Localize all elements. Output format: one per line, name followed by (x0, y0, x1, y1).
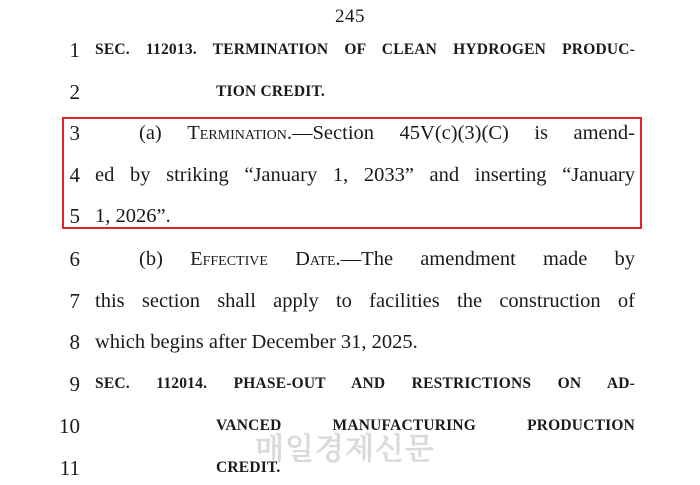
paragraph-text (95, 244, 635, 274)
section-heading-continued: VANCED MANUFACTURING PRODUCTION (216, 417, 635, 434)
paragraph-text: 1, 2026”. (95, 205, 171, 227)
watermark: 매일경제신문 (255, 432, 435, 467)
line-number: 4 (69, 163, 80, 187)
section-heading-continued: TION CREDIT. (216, 83, 325, 100)
paragraph-text: this section shall apply to facilities the construction of (95, 290, 635, 312)
document-line (0, 35, 700, 65)
paragraph-text: ed by striking “January 1, 2033” and inserting “January (95, 164, 635, 186)
subsection-text: —Section 45V(c)(3)(C) is amend- (292, 122, 635, 144)
document-line (0, 327, 700, 357)
line-number: 6 (69, 247, 80, 271)
section-heading: SEC. 112014. PHASE-OUT AND RESTRICTIONS ON AD- (95, 375, 635, 392)
highlight-box (62, 117, 642, 229)
page-number: 245 (335, 6, 365, 27)
line-number: 1 (69, 38, 80, 62)
document-line (0, 286, 700, 316)
line-number: 10 (59, 414, 80, 438)
line-number: 8 (69, 330, 80, 354)
subsection-label: (b) (139, 248, 191, 270)
line-number: 9 (69, 372, 80, 396)
line-number: 5 (69, 204, 80, 228)
paragraph-text: which begins after December 31, 2025. (95, 331, 418, 353)
document-line (0, 244, 700, 274)
subsection-heading: Termination. (187, 122, 293, 144)
subsection-text: —The amendment made by (340, 248, 636, 270)
section-heading: SEC. 112013. TERMINATION OF CLEAN HYDROGEN PRODUC- (95, 41, 635, 58)
line-number: 3 (69, 121, 80, 145)
section-heading-continued: CREDIT. (216, 459, 281, 476)
document-line (0, 369, 700, 399)
line-number: 11 (59, 456, 80, 480)
subsection-heading: Effective Date. (190, 248, 341, 270)
line-number: 7 (69, 289, 80, 313)
subsection-label: (a) (139, 122, 188, 144)
line-number: 2 (69, 80, 80, 104)
document-line (0, 77, 700, 107)
